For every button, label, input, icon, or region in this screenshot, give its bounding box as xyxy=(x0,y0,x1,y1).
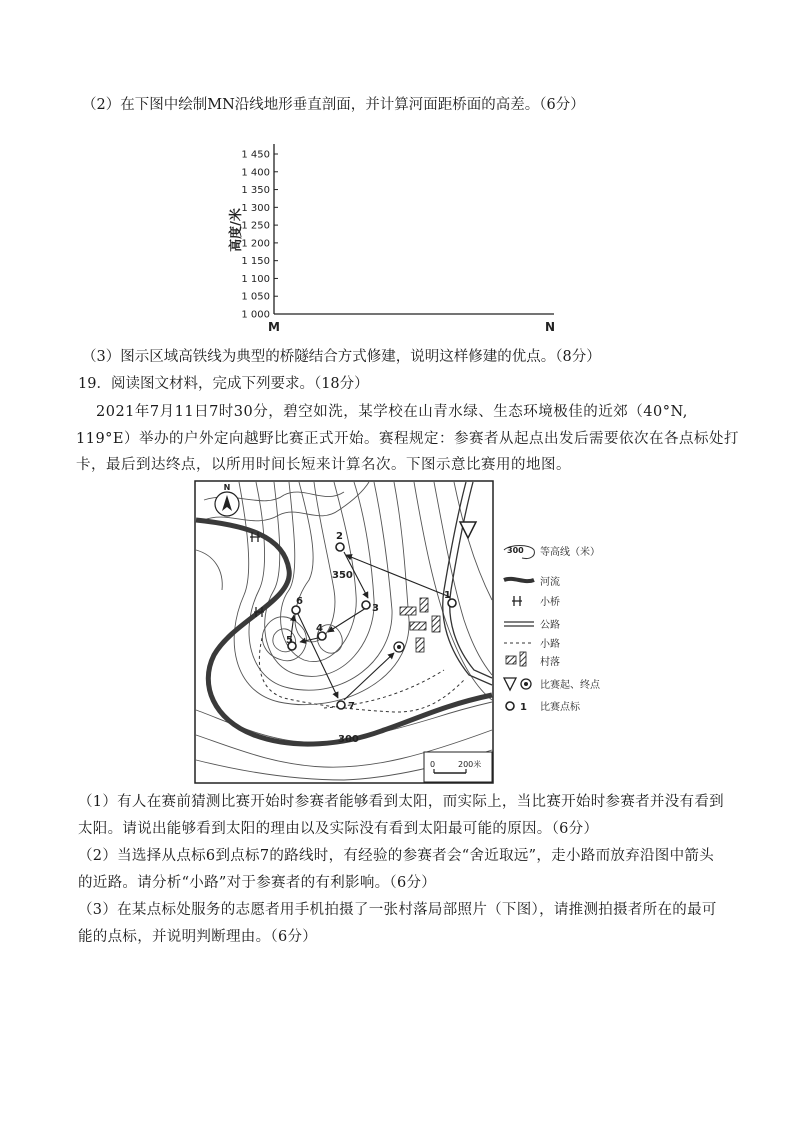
q19-2-line2: 的近路。请分析“小路”对于参赛者的有利影响。（6分） xyxy=(78,875,437,891)
orienteering-map xyxy=(194,480,494,784)
q19-2-line1: （2）当选择从点标6到点标7的路线时，有经验的参赛者会“舍近取远”，走小路而放弃沿图中箭头 xyxy=(78,848,714,864)
checkpoint-3-label: 3 xyxy=(372,603,379,614)
profile-y-tick-label: 1 000 xyxy=(241,309,270,321)
legend-bridge xyxy=(512,595,560,608)
svg-text:0: 0 xyxy=(430,760,436,769)
legend-path xyxy=(504,637,560,650)
svg-text:300: 300 xyxy=(507,546,524,555)
profile-y-tick-label: 1 200 xyxy=(241,238,270,250)
profile-y-label: 高度/米 xyxy=(229,208,244,252)
profile-y-tick-label: 1 300 xyxy=(241,202,270,214)
svg-text:200米: 200米 xyxy=(458,760,482,769)
q18-2-text: （2）在下图中绘制MN沿线地形垂直剖面，并计算河面距桥面的高差。（6分） xyxy=(82,97,585,113)
map-legend xyxy=(500,540,640,720)
profile-y-tick-label: 1 350 xyxy=(241,185,270,197)
checkpoint-6-label: 6 xyxy=(296,596,303,607)
profile-y-tick-label: 1 450 xyxy=(241,149,270,161)
profile-chart xyxy=(210,130,580,335)
svg-text:1: 1 xyxy=(520,702,527,713)
q19-para-line3: 卡，最后到达终点，以所用时间长短来计算名次。下图示意比赛用的地图。 xyxy=(76,457,571,473)
legend-river xyxy=(504,575,560,588)
q18-3-text: （3）图示区域高铁线为典型的桥隧结合方式修建，说明这样修建的优点。（8分） xyxy=(82,349,601,365)
checkpoint-1-label: 1 xyxy=(444,590,451,601)
q19-para-line1: 2021年7月11日7时30分，碧空如洗，某学校在山青水绿、生态环境极佳的近郊（40°N, xyxy=(96,404,688,420)
q19-title: 19．阅读图文材料，完成下列要求。（18分） xyxy=(78,376,369,392)
contour-label-350: 350 xyxy=(332,570,353,581)
svg-text:比赛起、终点: 比赛起、终点 xyxy=(540,680,600,691)
profile-x-end-label: N xyxy=(544,320,556,334)
svg-text:比赛点标: 比赛点标 xyxy=(540,702,580,713)
q19-3-line1: （3）在某点标处服务的志愿者用手机拍摄了一张村落局部照片（下图），请推测拍摄者所在的最可 xyxy=(78,902,717,918)
legend-checkpoint xyxy=(506,700,581,713)
svg-text:河流: 河流 xyxy=(540,577,560,588)
profile-x-start-label: M xyxy=(268,320,280,334)
finish-marker-icon xyxy=(394,642,404,652)
checkpoint-7-label: 7 xyxy=(348,701,355,712)
profile-y-tick-label: 1 100 xyxy=(241,273,270,285)
checkpoint-2-label: 2 xyxy=(336,531,343,542)
q19-1-line2: 太阳。请说出能够看到太阳的理由以及实际没有看到太阳最可能的原因。（6分） xyxy=(78,821,599,837)
legend-start-end xyxy=(504,678,601,691)
checkpoint-5-label: 5 xyxy=(286,635,293,646)
profile-y-tick-label: 1 150 xyxy=(241,256,270,268)
profile-y-tick-label: 1 400 xyxy=(241,167,270,179)
svg-text:小桥: 小桥 xyxy=(540,597,560,608)
svg-text:N: N xyxy=(223,483,231,492)
svg-text:村落: 村落 xyxy=(540,657,560,668)
q19-1-line1: （1）有人在赛前猜测比赛开始时参赛者能够看到太阳，而实际上，当比赛开始时参赛者并没有看到 xyxy=(78,794,724,810)
q19-para-line2: 119°E）举办的户外定向越野比赛正式开始。赛程规定：参赛者从起点出发后需要依次在各点标处打 xyxy=(76,431,740,447)
svg-text:公路: 公路 xyxy=(540,620,560,631)
legend-contour xyxy=(504,545,600,559)
legend-road xyxy=(504,618,560,631)
legend-village xyxy=(506,652,560,668)
svg-text:小路: 小路 xyxy=(540,639,560,650)
contour-label-300: 300 xyxy=(338,734,359,745)
svg-text:等高线（米）: 等高线（米） xyxy=(540,547,600,558)
q19-3-line2: 能的点标，并说明判断理由。（6分） xyxy=(78,929,318,945)
profile-y-tick-label: 1 250 xyxy=(241,220,270,232)
checkpoint-4-label: 4 xyxy=(316,623,323,634)
scale-bar xyxy=(424,752,492,782)
profile-y-tick-label: 1 050 xyxy=(241,291,270,303)
